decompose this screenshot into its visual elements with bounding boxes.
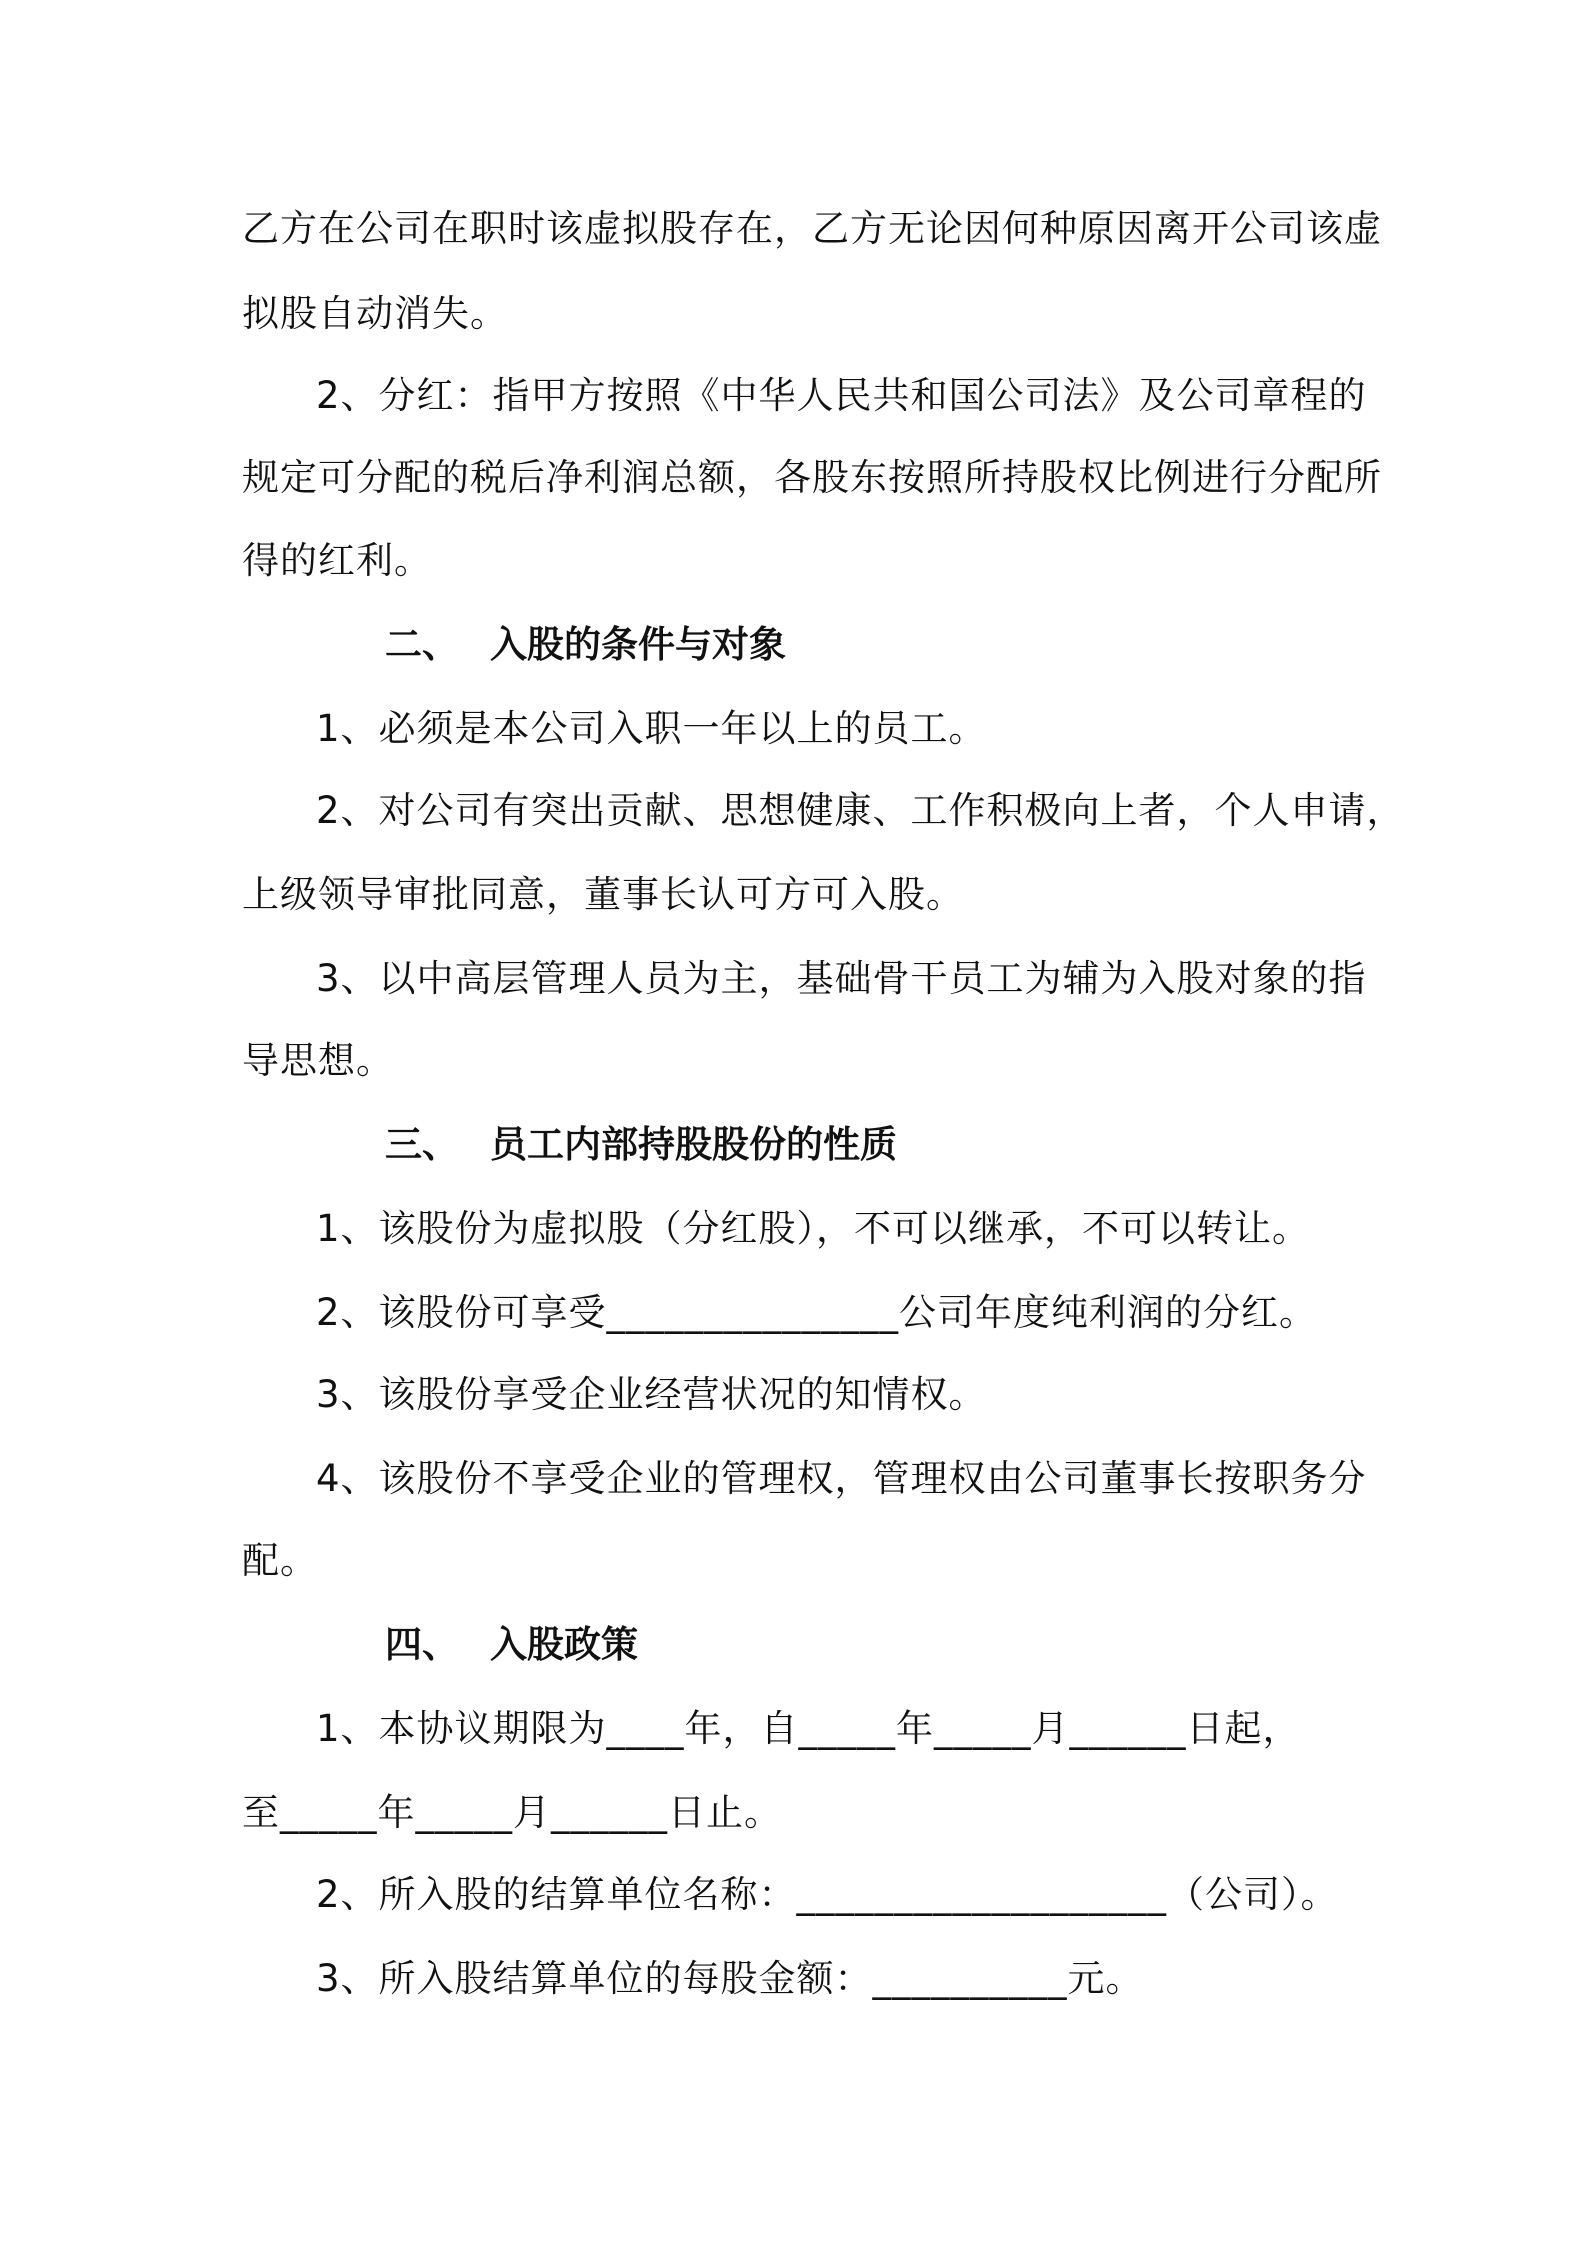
section-number: 三、 xyxy=(385,1123,459,1166)
section-number: 二、 xyxy=(385,623,459,666)
list-item: 3、以中高层管理人员为主，基础骨干员工为辅为入股对象的指 xyxy=(316,957,1367,1000)
list-item: 2、该股份可享受_______________公司年度纯利润的分红。 xyxy=(316,1291,1318,1334)
list-item: 2、所入股的结算单位名称：___________________（公司）。 xyxy=(316,1873,1339,1916)
list-item: 2、对公司有突出贡献、思想健康、工作积极向上者，个人申请， xyxy=(316,789,1405,832)
list-item: 导思想。 xyxy=(242,1039,394,1082)
paragraph-line: 规定可分配的税后净利润总额，各股东按照所持股权比例进行分配所 xyxy=(242,456,1382,499)
list-item: 配。 xyxy=(242,1539,318,1582)
list-item: 3、所入股结算单位的每股金额：__________元。 xyxy=(316,1957,1144,2000)
list-item: 上级领导审批同意，董事长认可方可入股。 xyxy=(242,873,964,916)
section-heading: 入股的条件与对象 xyxy=(490,623,786,666)
list-item: 至_____年_____月______日止。 xyxy=(242,1791,782,1834)
list-item: 4、该股份不享受企业的管理权，管理权由公司董事长按职务分 xyxy=(316,1457,1367,1500)
paragraph-line: 2、分红：指甲方按照《中华人民共和国公司法》及公司章程的 xyxy=(316,374,1367,417)
section-heading: 员工内部持股股份的性质 xyxy=(490,1123,897,1166)
paragraph-line: 乙方在公司在职时该虚拟股存在，乙方无论因何种原因离开公司该虚 xyxy=(242,207,1382,250)
list-item: 1、必须是本公司入职一年以上的员工。 xyxy=(316,707,987,750)
section-heading: 入股政策 xyxy=(490,1623,638,1666)
section-number: 四、 xyxy=(385,1623,459,1666)
list-item: 3、该股份享受企业经营状况的知情权。 xyxy=(316,1373,987,1416)
paragraph-line: 得的红利。 xyxy=(242,539,432,582)
list-item: 1、本协议期限为____年，自_____年_____月______日起， xyxy=(316,1707,1301,1750)
list-item: 1、该股份为虚拟股（分红股），不可以继承，不可以转让。 xyxy=(316,1207,1311,1250)
paragraph-line: 拟股自动消失。 xyxy=(242,292,508,335)
